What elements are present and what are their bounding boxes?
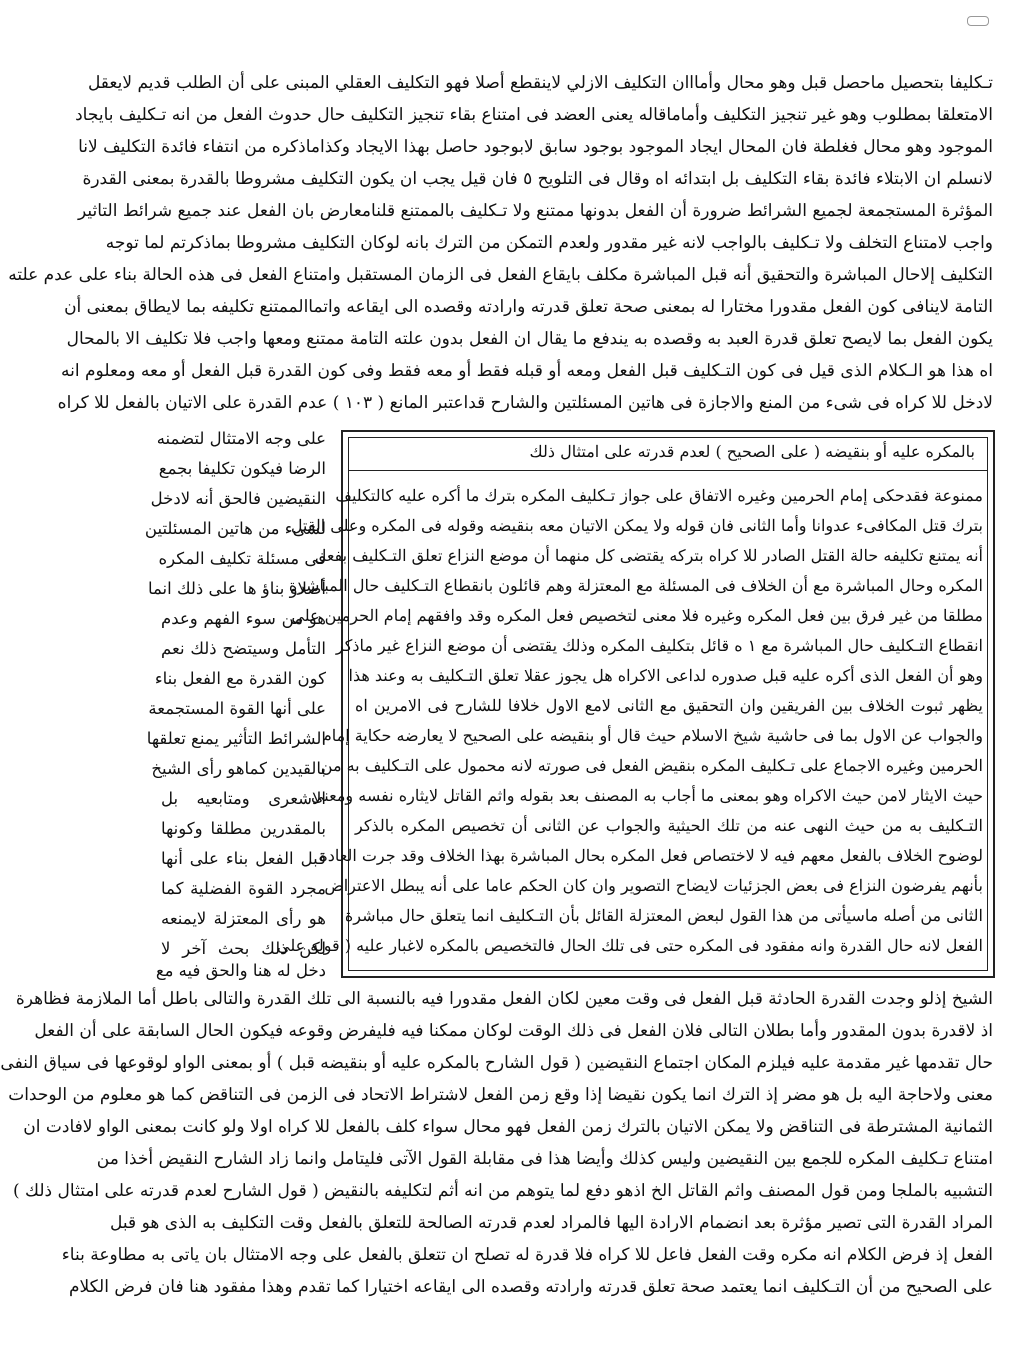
lower-text-line: المراد القدرة التى تصير مؤثرة بعد انضمام الارادة اليها فالمراد لعدم قدرته الصالحة للتعلق بالفعل وقت التكليف به الذى هو قبل [110, 1213, 993, 1233]
side-text-line: قبل الفعل بناء على أنها [161, 849, 326, 868]
lower-text-line: التشبيه بالملجا ومن قول المصنف واثم القاتل الخ اذهو دفع لما يتوهم من انه أثم لتكليفه بالنقيض ( قول الشارح لعدم قدرته على امتثال ذلك ) [13, 1181, 993, 1201]
lower-text-line: امتناع تـكليف المكره للجمع بين النقيضين وليس كذلك وأيضا هذا فى مقابلة القول الآتى فليتامل وانما زاد الشارح النقيض أخذا من [96, 1149, 993, 1169]
lower-text-line: الشيخ إذلو وجدت القدرة الحادثة قبل الفعل فى وقت معين لكان الفعل مقدورا فيه بالنسبة الى تلك القدرة والتالى باطل أما الملازمة فظاهرة [15, 989, 993, 1009]
commentary-line: الفعل لانه حال القدرة وانه مفقود فى المكره حتى فى تلك الحال فالتخصيص بالمكره لاغبار عليه ( قوله على [277, 936, 983, 955]
main-text-line: تـكليفا بتحصيل ماحصل قبل وهو محال وأمااان التكليف الازلي لاينقطع أصلا فهو التكليف العقلي المبنى على أن الطلب قديم لايعقل [87, 73, 993, 93]
side-text-line: على أنها القوة المستجمعة [148, 699, 326, 718]
side-text-line: أصلاو بناؤ ها على ذلك انما [147, 579, 326, 598]
side-text-line: بالقيدين كماهو رأى الشيخ [151, 759, 326, 778]
main-text-line: اه هذا هو الـكلام الذى قيل فى كون التـكليف قبل الفعل ومعه أو قبله فقط أو معه فقط وفى كون القدرة قبل الفعل أو معه ومعلوم انه [61, 361, 993, 381]
commentary-header: بالمكره عليه أو بنقيضه ( على الصحيح ) لعدم قدرته على امتثال ذلك [529, 442, 975, 461]
side-text-line: مجرد القوة الفضلية كما [161, 879, 326, 898]
lower-text-line: حال تقدمها غير مقدمة عليه فيلزم المكان اجتماع النقيضين ( قول الشارح بالمكره عليه أو بنقيضه قبل ) أو بمعنى الواو لوقوعها فى سياق النفى [0, 1053, 993, 1073]
side-text-line: لكن ذلك بحث آخر لا [161, 939, 326, 958]
lower-text-line: على الصحيح من أن التـكليف انما يعتمد صحة تعلق قدرته وارادته وقصده الى ايقاعه اختيارا كما تقدم وهذا مفقود هنا فان فرض الكلام [68, 1277, 993, 1297]
commentary-line: ممنوعة فقدحكى إمام الحرمين وغيره الاتفاق على جواز تـكليف المكره بترك ما أكره عليه كالتكليف [335, 486, 983, 505]
main-text-line: واجب لامتناع التخلف ولا تـكليف بالواجب لانه غير مقدور ولعدم التمكن من الترك بانه لوكان التكليف مشروطا بماذكرتم لما توجه [105, 233, 993, 253]
commentary-line: حيث الايثار لامن حيث الاكراه وهو بمعنى ما أجاب به المصنف بعد بقوله واثم القاتل لايثاره نفسه ومعنى [310, 786, 983, 805]
side-text-line: كون القدرة مع الفعل بناء [154, 669, 326, 688]
page-corner-mark [967, 16, 989, 26]
side-text-line: التأمل وسيتضح ذلك نعم [161, 639, 326, 658]
side-text-line: الاشعرى ومتابعيه بل [161, 789, 326, 808]
main-text-line: يكون الفعل بما لايصح تعلق قدرة العبد به وقصده به يندفع ما يقال ان الفعل بدون علته التامة ممتنع ومعها واجب فلا تكليف الا بالمحال [66, 329, 993, 349]
lower-text-line: الفعل إذ فرض الكلام انه مكره وقت الفعل فاعل للا كراه فلا قدرة له تصلح ان تتعلق بالفعل على وجه الامتثال بان ياتى به مطاوعة بناء [61, 1245, 993, 1265]
side-text-line: النقيضين فالحق أنه لادخل [150, 489, 326, 508]
main-text-line: لانسلم ان الابتلاء فائدة بقاء التكليف بل ابتدائه اه وقال فى التلويح ٥ فان قيل يجب ان يكون التكليف مشروطا بالقدرة بمعنى القدرة [82, 169, 993, 189]
commentary-line: التـكليف به من حيث النهى عنه من تلك الحيثية والجواب عن الثانى أن تخصيص المكره بالذكر [355, 816, 984, 835]
side-text-line: دخل له هنا والحق فيه مع [155, 961, 326, 980]
commentary-line: بأنهم يفرضون النزاع فى بعض الجزئيات لايضاح التصوير وان كان الحكم عاما على أنه يبطل الاعتراض [324, 876, 983, 895]
commentary-line: المكره وحال المباشرة مع أن الخلاف فى المسئلة مع المعتزلة وهم قائلون بانقطاع التـكليف حال المباشرة [288, 576, 983, 595]
main-text-line: التامة لاينافى كون الفعل مقدورا مختارا له بمعنى صحة تعلق قدرته وارادته وقصده الى ايقاعه واتماالممتنع تكليفه بما لايطاق بمعنى أن [64, 297, 993, 317]
main-text-line: الموجود وهو محال فغلطة فان المحال ايجاد الموجود بوجود سابق لابوجود حاصل بهذا الايجاد وكذاماذكره من انتفاء فائدة التكليف لانا [78, 137, 993, 157]
commentary-line: بترك قتل المكافىء عدوانا وأما الثانى فان قوله ولا يمكن الاتيان معه بنقيضه وقوله فى المكره وعلى القتل [290, 516, 983, 535]
commentary-line: وهو أن الفعل الذى أكره عليه قبل صدوره لداعى الاكراه هل يجوز عقلا تعلق التـكليف به وعند هذا [348, 666, 983, 685]
commentary-line: لوضوح الخلاف بالفعل معهم فيه لا لاختصاص فعل المكره بحال المباشرة بهذا الخلاف وقد جرت العادة [319, 846, 983, 865]
side-text-line: على وجه الامتثال لتضمنه [156, 429, 326, 448]
lower-text-line: الثمانية المشترطة فى التناقض ولا يمكن الاتيان بالترك زمن الفعل فهو محال سواء كلف بالفعل للا كراه اولا ولو كانت بمعنى الواو لافادت ان [23, 1117, 993, 1137]
commentary-line: الحرمين وغيره الاجماع على تـكليف المكره بنقيض الفعل فى صورته لانه محمول على التـكليف به من [320, 756, 983, 775]
side-text-line: الرضا فيكون تكليفا بجمع [158, 459, 326, 478]
commentary-line: يظهر ثبوت الخلاف بين الفريقين وان التحقيق مع الثانى لامع الاول خلافا للشارح فى الامرين اه [355, 696, 983, 715]
commentary-line: مطلقا من غير فرق بين فعل المكره وغيره فلا معنى لتخصيص فعل المكره وقد وافقهم إمام الحرمين على [291, 606, 983, 625]
side-text-line: بالمقدرين مطلقا وكونها [161, 819, 326, 838]
side-text-line: هو رأى المعتزلة لايمنعه [161, 909, 326, 928]
side-text-line: فى مسئلة تكليف المكره [158, 549, 326, 568]
side-text-line: الشرائط التأثير يمنع تعلقها [146, 729, 326, 748]
commentary-line: انقطاع التـكليف حال المباشرة مع ١ ه قائل بتكليف المكره وذلك يقتضى أن موضع النزاع غير ماذكر [335, 636, 983, 655]
main-text-line: الامتعلقا بمطلوب وهو غير تنجيز التكليف وأماماقاله يعنى العضد فى امتناع بقاء تنجيز التكليف حال حدوث الفعل من انه تـكليف بايجاد [75, 105, 993, 125]
main-text-line: المؤثرة المستجمعة لجميع الشرائط ضرورة أن الفعل بدونها ممتنع ولا تـكليف بالممتنع قلنامعارض بان الفعل عند جميع شرائط التاثير [77, 201, 993, 221]
lower-text-line: اذ لاقدرة بدون المقدور وأما بطلان التالى فلان الفعل فى ذلك الوقت لوكان ممكنا فيه فليفرض وقوعه فيكون الحال السابقة على أن الفعل [34, 1021, 993, 1041]
side-text-line: هو من سوء الفهم وعدم [161, 609, 326, 628]
commentary-line: أنه يمتنع تكليفه حالة القتل الصادر للا كراه بتركه يقتضى كل منهما أن موضع النزاع تعلق التـكليف بفعل [314, 546, 983, 565]
commentary-header-rule [348, 470, 988, 471]
side-text-line: لشىء من هاتين المسئلتين [144, 519, 326, 538]
main-text-line: لادخل للا كراه فى شىء من المنع والاجازة فى هاتين المسئلتين والشارح قداعتبر المانع ( ١٠٣ ) عدم القدرة على الاتيان بالفعل للا كراه [57, 393, 993, 413]
lower-text-line: معنى ولاحاجة اليه بل هو مضر إذ الترك انما يكون نقيضا إذا وقع زمن الفعل لاشتراط الاتحاد فى الزمن فى التناقض كما هو معلوم من الوحدات [8, 1085, 993, 1105]
commentary-line: الثانى من أصله ماسيأتى من هذا القول لبعض المعتزلة القائل بأن التـكليف انما يتعلق حال مباشرة [344, 906, 983, 925]
commentary-line: والجواب عن الاول بما فى حاشية شيخ الاسلام حيث قال أو بنقيضه على الصحيح لا يعارضه حكاية إمام [321, 726, 983, 745]
main-text-line: التكليف إلاحال المباشرة والتحقيق أنه قبل المباشرة مكلف بايقاع الفعل فى الزمان المستقبل وامتناع الفعل فى هذه الحالة بناء على عدم علته [8, 265, 993, 285]
